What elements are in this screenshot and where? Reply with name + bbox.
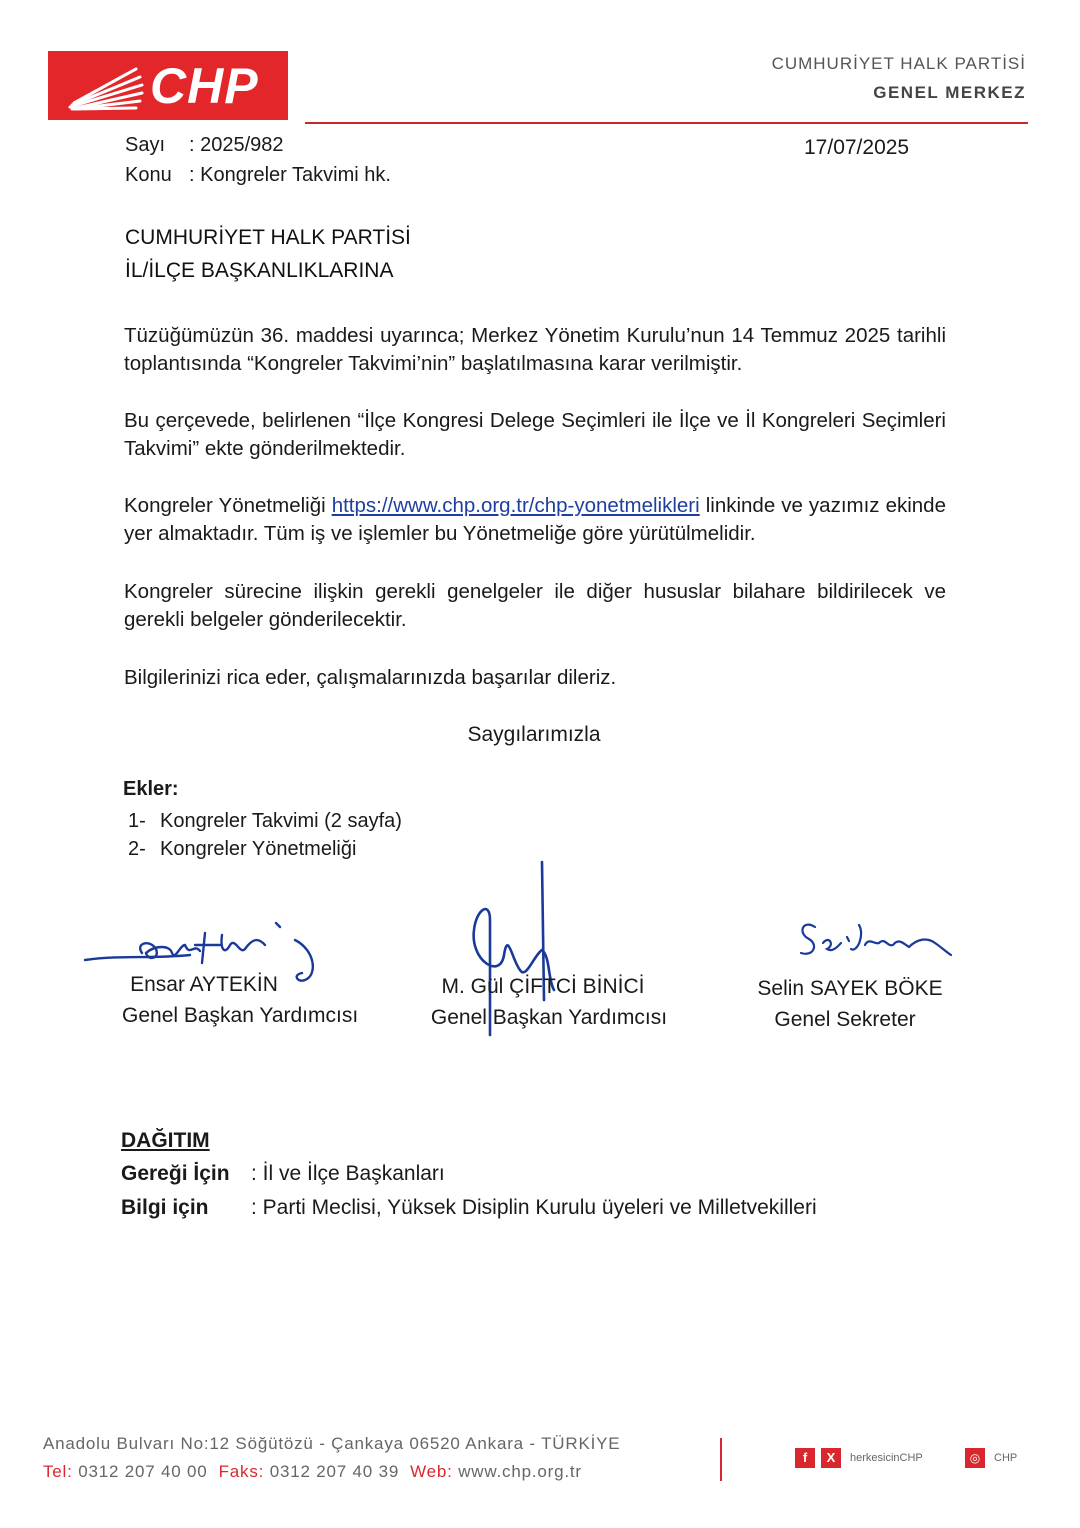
document-date: 17/07/2025 xyxy=(804,136,910,159)
regulations-link[interactable]: https://www.chp.org.tr/chp-yonetmelikleri xyxy=(331,494,700,517)
footer-divider xyxy=(720,1438,722,1481)
attachment-number: 1- xyxy=(128,810,146,832)
paragraph-4: Kongreler sürecine ilişkin gerekli genelgeler ile diğer hususlar bilahare bildirilecek ve gerekli belgeler gönderilecektir. xyxy=(124,580,946,631)
distribution-row-gereği xyxy=(121,1162,921,1188)
logo-wordmark: CHP xyxy=(150,58,259,114)
chp-logo xyxy=(48,51,288,120)
attachments-title: Ekler: xyxy=(123,778,179,800)
signer-1-name: Ensar AYTEKİN xyxy=(130,973,278,996)
distribution-value: : Parti Meclisi, Yüksek Disiplin Kurulu üyeleri ve Milletvekilleri xyxy=(251,1196,817,1219)
facebook-icon[interactable]: f xyxy=(795,1448,815,1468)
sayi-value: : 2025/982 xyxy=(189,134,284,156)
signer-3-title: Genel Sekreter xyxy=(774,1008,916,1031)
header-divider xyxy=(305,122,1028,124)
attachment-item xyxy=(128,838,356,861)
paragraph-5: Bilgilerinizi rica eder, çalışmalarınızda başarılar dileriz. xyxy=(124,666,617,689)
distribution-value: : İl ve İlçe Başkanları xyxy=(251,1162,445,1185)
addressee-line-2: İL/İLÇE BAŞKANLIKLARINA xyxy=(125,259,394,282)
social-handle: herkesicinCHP xyxy=(850,1452,923,1464)
signer-2-title: Genel Başkan Yardımcısı xyxy=(430,1006,668,1029)
distribution-row-bilgi xyxy=(121,1196,921,1222)
footer-contact xyxy=(43,1462,582,1482)
konu-row xyxy=(125,164,525,190)
closing-salutation: Saygılarımızla xyxy=(467,723,601,746)
sayi-row xyxy=(125,134,525,160)
tel-label: Tel: xyxy=(43,1462,73,1481)
attachment-number: 2- xyxy=(128,838,146,860)
konu-label: Konu xyxy=(125,164,172,186)
attachment-text: Kongreler Takvimi (2 sayfa) xyxy=(160,810,402,832)
fax-label: Faks: xyxy=(218,1462,265,1481)
paragraph-3-after: linkinde ve yazımız ekinde yer almaktadır. Tüm iş ve işlemler bu Yönetmeliğe göre yürütülmelidir. xyxy=(124,494,946,545)
sayi-label: Sayı xyxy=(125,134,166,156)
org-name: CUMHURİYET HALK PARTİSİ xyxy=(771,54,1026,73)
tel-value: 0312 207 40 00 xyxy=(78,1462,208,1481)
web-label: Web: xyxy=(410,1462,453,1481)
org-sub: GENEL MERKEZ xyxy=(873,83,1026,102)
fax-value: 0312 207 40 39 xyxy=(269,1462,400,1481)
instagram-icon[interactable]: ◎ xyxy=(965,1448,985,1468)
instagram-handle: CHP xyxy=(994,1452,1018,1464)
footer-address: Anadolu Bulvarı No:12 Söğütözü - Çankaya 06520 Ankara - TÜRKİYE xyxy=(43,1434,621,1453)
paragraph-3-before: Kongreler Yönetmeliği xyxy=(124,494,326,517)
paragraph-1: Tüzüğümüzün 36. maddesi uyarınca; Merkez Yönetim Kurulu’nun 14 Temmuz 2025 tarihli toplantısında “Kongreler Takvimi’nin” başlatılmasına karar verilmiştir. xyxy=(124,324,946,375)
distribution-label: Gereği İçin xyxy=(121,1162,230,1185)
x-twitter-icon[interactable]: X xyxy=(821,1448,841,1468)
distribution-label: Bilgi için xyxy=(121,1196,209,1219)
paragraph-2: Bu çerçevede, belirlenen “İlçe Kongresi Delege Seçimleri ile İlçe ve İl Kongreleri Seçimleri Takvimi” ekte gönderilmektedir. xyxy=(124,409,946,460)
distribution-title: DAĞITIM xyxy=(121,1129,210,1152)
attachment-text: Kongreler Yönetmeliği xyxy=(160,838,357,860)
signer-3-name: Selin SAYEK BÖKE xyxy=(757,977,943,1000)
addressee-line-1: CUMHURİYET HALK PARTİSİ xyxy=(125,226,411,249)
attachment-item xyxy=(128,810,402,833)
signer-2-name: M. Gül ÇİFTCİ BİNİCİ xyxy=(441,975,645,998)
konu-value: : Kongreler Takvimi hk. xyxy=(189,164,391,186)
web-value[interactable]: www.chp.org.tr xyxy=(458,1462,582,1481)
signature-3-scribble xyxy=(795,915,955,965)
paragraph-3 xyxy=(124,492,946,548)
signer-1-title: Genel Başkan Yardımcısı xyxy=(122,1004,359,1027)
